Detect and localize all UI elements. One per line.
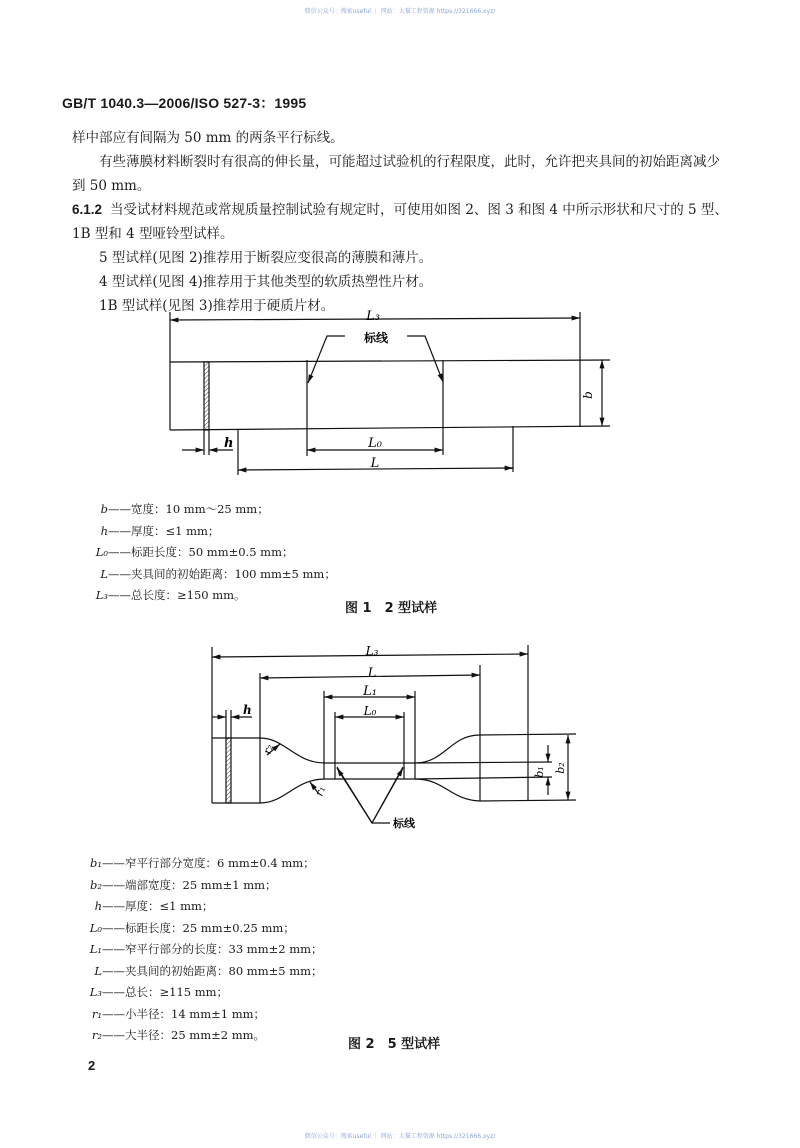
legend-row: r₁——小半径：14 mm±1 mm； [91, 1006, 266, 1021]
legend-row: L₀——标距长度：25 mm±0.25 mm； [89, 920, 295, 935]
legend-row: b₂——端部宽度：25 mm±1 mm； [90, 877, 277, 892]
fig1-label-L: L [370, 456, 380, 471]
fig2-label-h: h [243, 703, 252, 717]
fig1-label-b: b [581, 391, 595, 399]
fig1-label-L0: L₀ [368, 436, 382, 451]
legend-row: L——夹具间的初始距离：80 mm±5 mm； [94, 963, 323, 978]
page-number: 2 [88, 1058, 96, 1073]
figure-2-diagram [200, 635, 600, 835]
figure-1-diagram [160, 300, 620, 480]
legend-row: b——宽度：10 mm～25 mm； [100, 502, 269, 516]
clause-6-1-2 [72, 198, 732, 246]
legend-row: L₀——标距长度：50 mm±0.5 mm； [95, 545, 294, 559]
fig2-label-L0: L₀ [363, 704, 377, 718]
fig1-label-h: h [224, 436, 234, 451]
legend-row: h——厚度：≤1 mm； [100, 523, 220, 538]
paragraph-2: 有些薄膜材料断裂时有很高的伸长量，可能超过试验机的行程限度，此时，允许把夹具间的初始距离减少到 50 mm。 [72, 154, 720, 194]
fig2-label-L: L [367, 666, 377, 681]
fig2-label-L3: L₃ [365, 644, 379, 658]
figure-2-legend [78, 853, 323, 1047]
legend-row: L₃——总长：≥115 mm； [89, 985, 229, 999]
paragraph-3: 5 型试样(见图 2)推荐用于断裂应变很高的薄膜和薄片。 [99, 250, 433, 266]
paragraph-5: 1B 型试样(见图 3)推荐用于硬质片材。 [99, 298, 335, 314]
fig2-label-r1: r₁ [312, 784, 329, 799]
paragraph-4: 4 型试样(见图 4)推荐用于其他类型的软质热塑性片材。 [99, 274, 433, 290]
fig2-label-L1: L₁ [363, 684, 377, 699]
fig1-label-L3: L₃ [366, 309, 380, 324]
watermark-bottom: 微信公众号：搜索useful ｜ 网站：大猫工程资源 https://321666.xyz/ [304, 1133, 496, 1140]
clause-text: 当受试材料规范或常规质量控制试验有规定时，可使用如图 2、图 3 和图 4 中所示形状和尺寸的 5 型、1B 型和 4 型哑铃型试样。 [72, 202, 728, 242]
fig2-label-r2: r₂ [260, 742, 277, 757]
paragraph-1: 样中部应有间隔为 50 mm 的两条平行标线。 [72, 130, 344, 146]
legend-row: L₁——窄平行部分的长度：33 mm±2 mm； [89, 942, 323, 956]
fig2-label-b1: b₁ [533, 766, 546, 778]
figure-2-caption: 图 2 5 型试样 [348, 1037, 441, 1052]
fig2-label-b2: b₂ [554, 762, 567, 774]
legend-row: h——厚度：≤1 mm； [94, 899, 214, 913]
legend-row: r₂——大半径：25 mm±2 mm。 [91, 1028, 266, 1042]
legend-row: L——夹具间的初始距离：100 mm±5 mm； [100, 566, 336, 581]
watermark-top: 微信公众号：搜索useful ｜ 网站：大猫工程资源 https://321666.xyz/ [304, 8, 496, 15]
figure-1-legend [78, 499, 336, 607]
standard-header: GB/T 1040.3—2006/ISO 527-3：1995 [62, 95, 307, 111]
fig1-label-gauge: 标线 [363, 331, 389, 345]
fig2-label-gauge: 标线 [393, 817, 415, 830]
figure-1-caption: 图 1 2 型试样 [345, 601, 438, 616]
clause-number: 6.1.2 [72, 202, 103, 217]
legend-row: b₁——窄平行部分宽度：6 mm±0.4 mm； [90, 856, 315, 870]
legend-row: L₃——总长度：≥150 mm。 [95, 588, 246, 602]
